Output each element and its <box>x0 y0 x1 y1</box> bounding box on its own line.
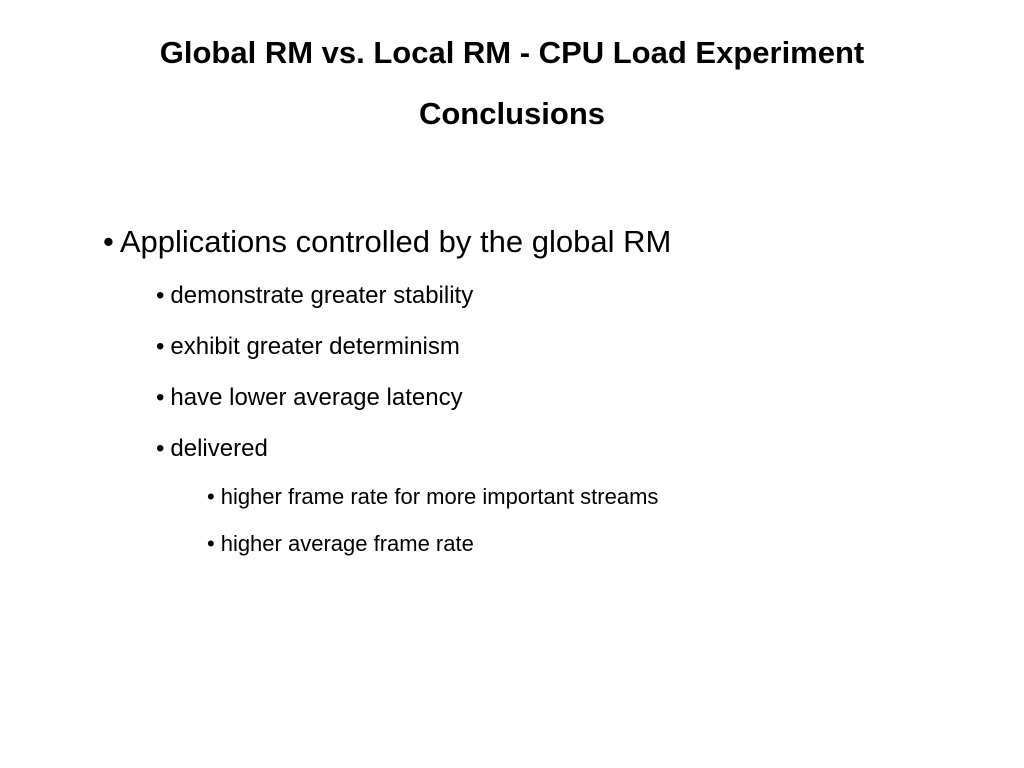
bullet-glyph: • <box>156 282 165 309</box>
slide-subtitle: Conclusions <box>418 96 605 131</box>
sub-bullet <box>156 282 473 310</box>
bullet-glyph: • <box>156 384 165 411</box>
sub-sub-bullet-text: higher average frame rate <box>220 531 474 556</box>
sub-bullet <box>156 384 463 412</box>
slide-title: Global RM vs. Local RM - CPU Load Experiment <box>159 35 865 70</box>
main-bullet <box>103 224 671 260</box>
sub-sub-bullet <box>207 484 658 510</box>
bullet-glyph: • <box>207 484 215 509</box>
sub-bullet <box>156 333 460 361</box>
sub-bullet <box>156 435 268 463</box>
sub-bullet-text: demonstrate greater stability <box>170 282 474 309</box>
bullet-glyph: • <box>156 435 165 462</box>
bullet-glyph: • <box>103 224 114 259</box>
sub-sub-bullet-text: higher frame rate for more important streams <box>220 484 659 509</box>
bullet-glyph: • <box>207 531 215 556</box>
main-bullet-text: Applications controlled by the global RM <box>119 224 672 259</box>
sub-bullet-text: exhibit greater determinism <box>170 333 460 360</box>
bullet-glyph: • <box>156 333 165 360</box>
sub-sub-bullet <box>207 531 474 557</box>
sub-bullet-text: delivered <box>170 435 268 462</box>
sub-bullet-text: have lower average latency <box>170 384 463 411</box>
